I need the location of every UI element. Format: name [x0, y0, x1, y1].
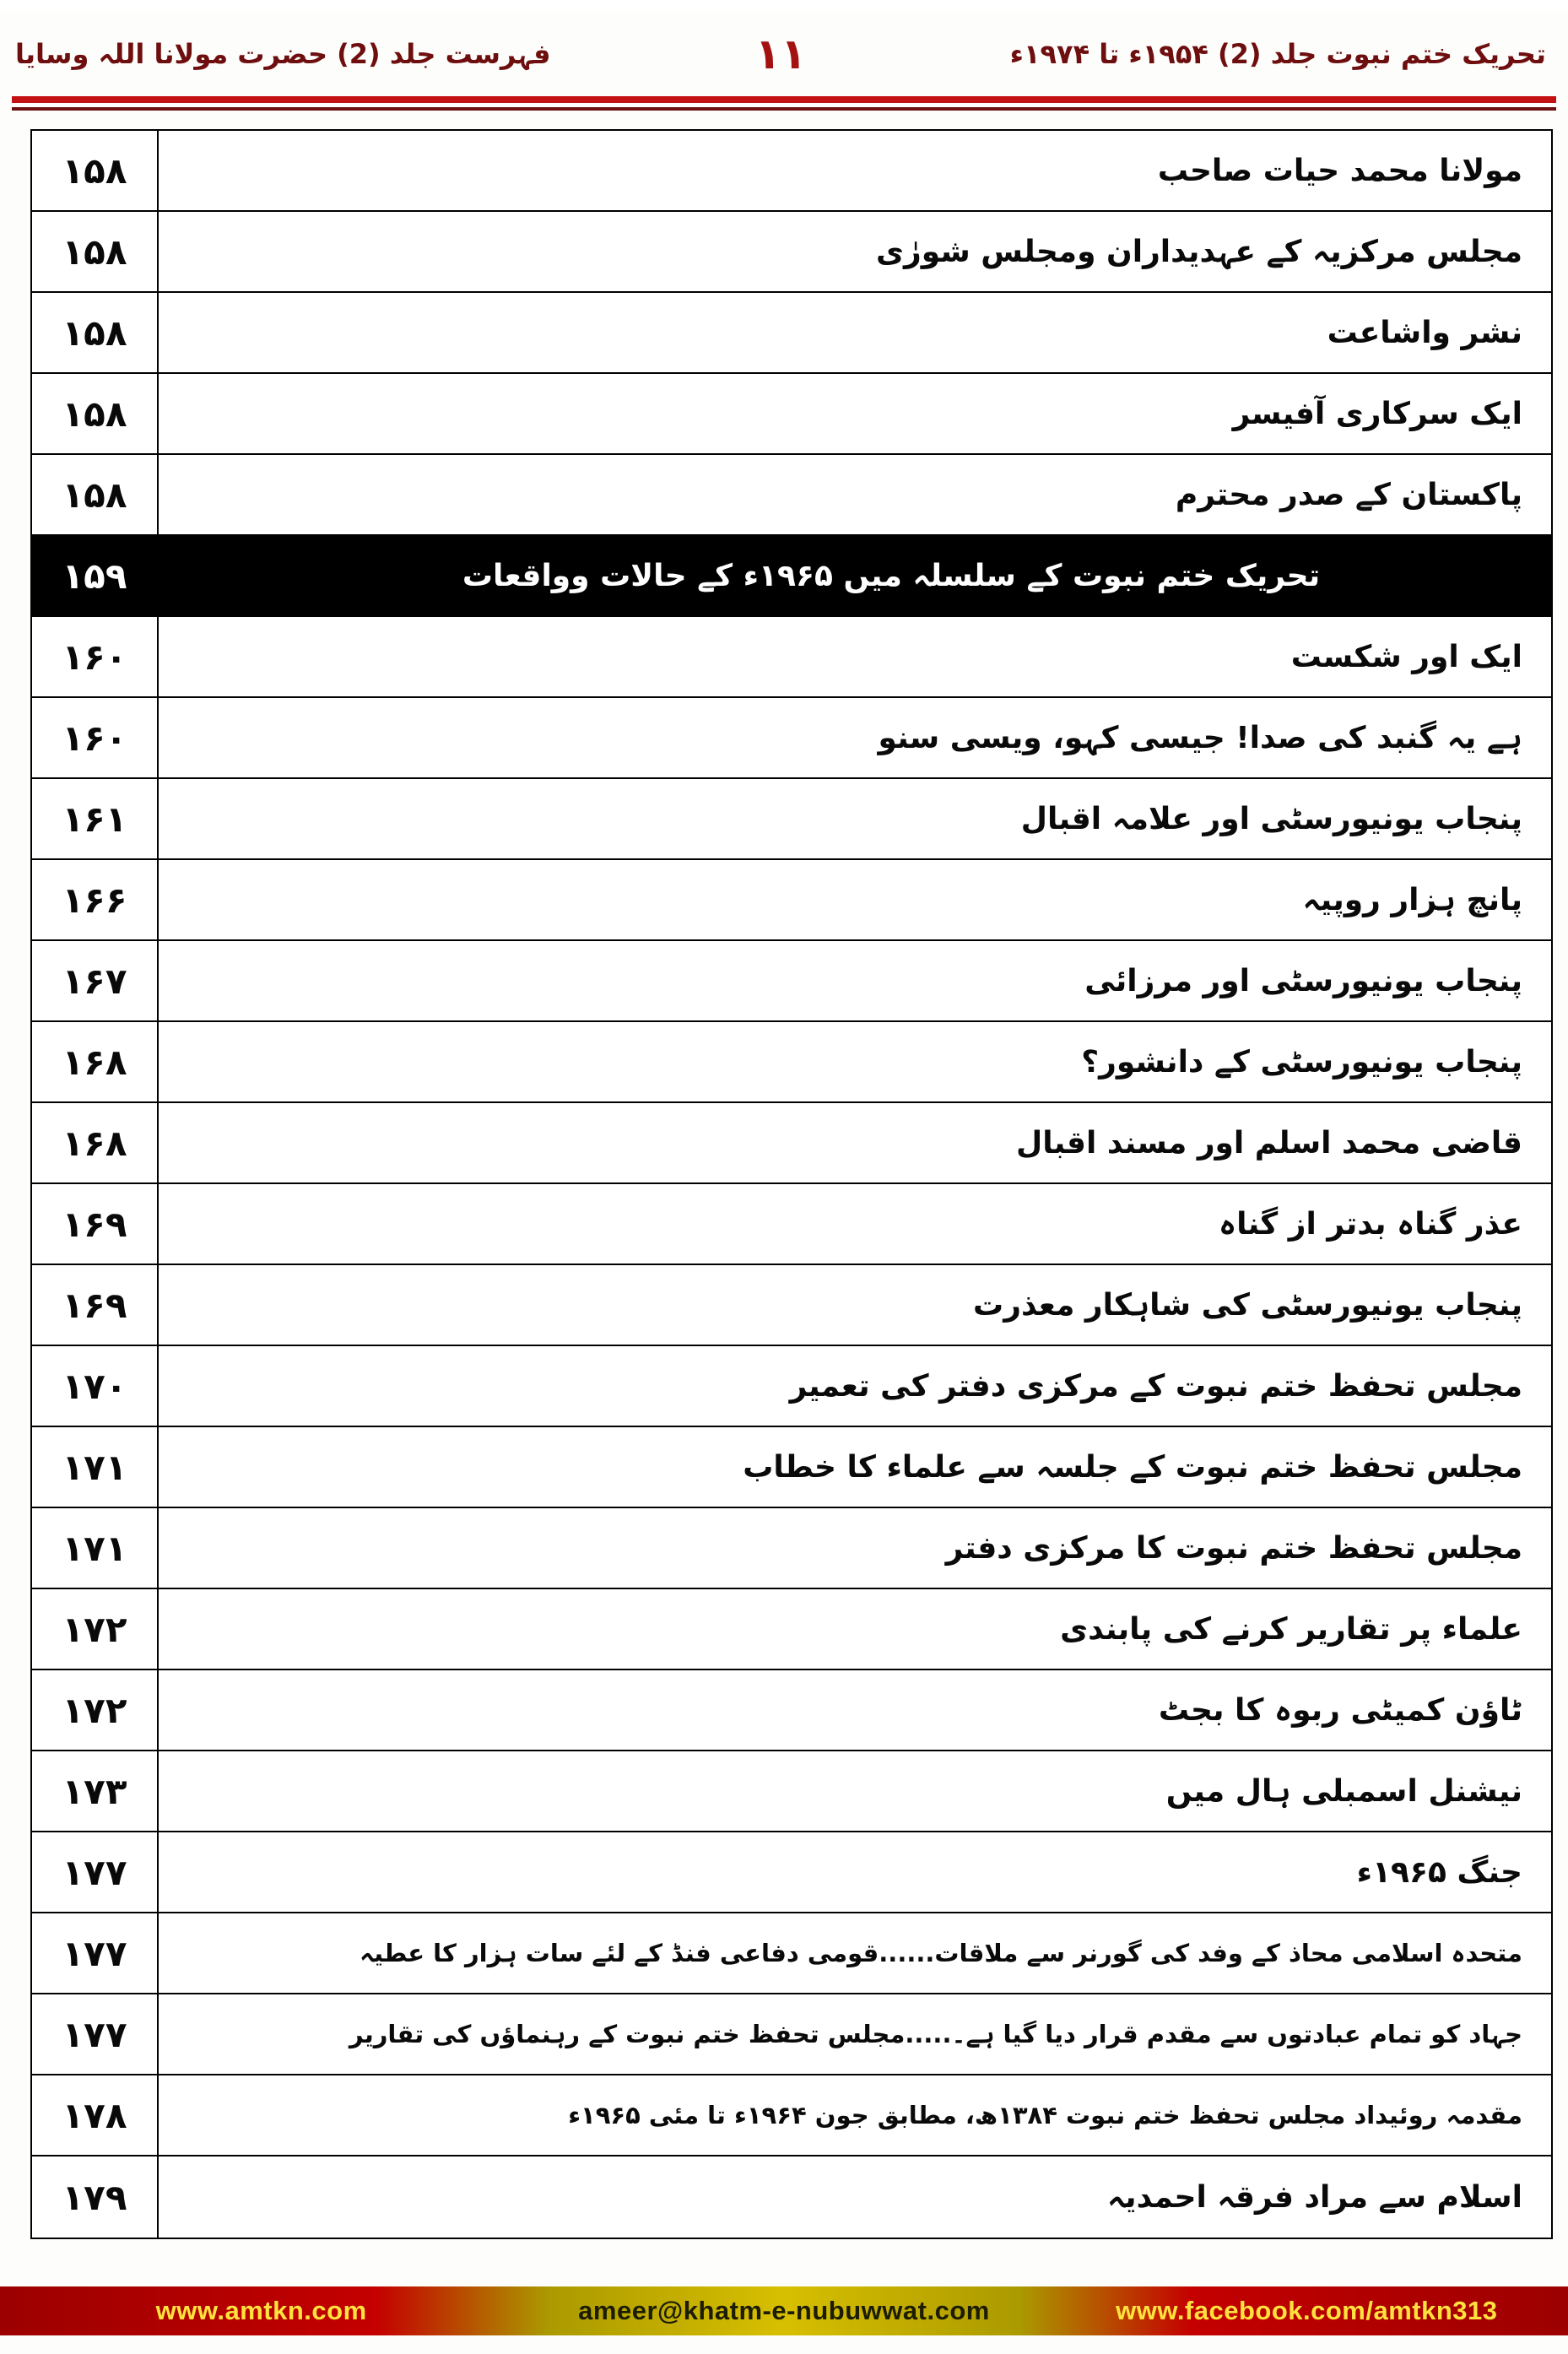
toc-entry-title: مجلس تحفظ ختم نبوت کے جلسہ سے علماء کا خطاب [743, 1449, 1522, 1485]
toc-entry-title: ٹاؤن کمیٹی ربوہ کا بجٹ [1158, 1692, 1522, 1728]
toc-row [32, 1508, 1551, 1589]
toc-page-number: ۱۵۸ [32, 131, 159, 210]
toc-page-number: ۱۵۸ [32, 455, 159, 534]
toc-entry-title: علماء پر تقاریر کرنے کی پابندی [1060, 1611, 1522, 1647]
toc-page-number: ۱۷۹ [32, 2156, 159, 2238]
toc-page-number: ۱۶۱ [32, 779, 159, 858]
toc-entry-title: مجلس تحفظ ختم نبوت کا مرکزی دفتر [945, 1530, 1522, 1566]
toc-page-number: ۱۵۸ [32, 374, 159, 453]
table-of-contents [30, 129, 1553, 2239]
toc-entry-title: پنجاب یونیورسٹی کے دانشور؟ [1081, 1044, 1522, 1080]
toc-page-number: ۱۶۹ [32, 1184, 159, 1264]
toc-row [32, 1589, 1551, 1670]
toc-entry-title: ایک اور شکست [1290, 639, 1522, 674]
toc-page-number: ۱۷۳ [32, 1751, 159, 1831]
toc-entry-title: پنجاب یونیورسٹی اور مرزائی [1084, 963, 1522, 998]
toc-row [32, 131, 1551, 212]
toc-entry-title: مجلس تحفظ ختم نبوت کے مرکزی دفتر کی تعمیر [789, 1368, 1522, 1404]
toc-entry-title: مجلس مرکزیہ کے عہدیداران ومجلس شورٰی [876, 234, 1522, 269]
toc-entry-title: پنجاب یونیورسٹی کی شاہکار معذرت [973, 1287, 1522, 1323]
toc-page-number: ۱۶۷ [32, 941, 159, 1020]
toc-page-number: ۱۶۸ [32, 1103, 159, 1182]
header-book-title: تحریک ختم نبوت جلد (2) ۱۹۵۴ء تا ۱۹۷۴ء [1009, 38, 1546, 70]
toc-entry-title: پانچ ہزار روپیہ [1302, 882, 1522, 917]
toc-entry-title: نشر واشاعت [1327, 315, 1522, 350]
toc-row [32, 1427, 1551, 1508]
toc-page-number: ۱۷۸ [32, 2075, 159, 2155]
rule-dark-line [12, 107, 1556, 111]
header-page-number: ۱۱ [754, 30, 807, 78]
toc-row [32, 1022, 1551, 1103]
toc-page-number: ۱۶۰ [32, 617, 159, 696]
toc-row [32, 536, 1551, 617]
toc-entry-title: مقدمہ روئیداد مجلس تحفظ ختم نبوت ۱۳۸۴ھ، مطابق جون ۱۹۶۴ء تا مئی ۱۹۶۵ء [568, 2101, 1522, 2129]
toc-row [32, 2075, 1551, 2156]
rule-red-line [12, 96, 1556, 103]
toc-row [32, 1265, 1551, 1346]
toc-page-number: ۱۶۶ [32, 860, 159, 939]
toc-entry-title: تحریک ختم نبوت کے سلسلہ میں ۱۹۶۵ء کے حالات وواقعات [462, 558, 1321, 593]
toc-entry-title: پاکستان کے صدر محترم [1175, 477, 1522, 512]
toc-row [32, 2156, 1551, 2238]
header-contents-label: فہرست جلد (2) حضرت مولانا اللہ وسایا [15, 38, 551, 70]
toc-row [32, 374, 1551, 455]
toc-entry-title: متحدہ اسلامی محاذ کے وفد کی گورنر سے ملاقات......قومی دفاعی فنڈ کے لئے سات ہزار کا عطیہ [360, 1939, 1522, 1967]
toc-row [32, 617, 1551, 698]
footer-website-link[interactable]: www.amtkn.com [155, 2296, 367, 2325]
toc-row [32, 860, 1551, 941]
toc-row [32, 1832, 1551, 1913]
toc-row [32, 293, 1551, 374]
toc-page-number: ۱۷۱ [32, 1508, 159, 1588]
toc-page-number: ۱۵۸ [32, 293, 159, 372]
toc-page-number: ۱۶۰ [32, 698, 159, 777]
toc-entry-title: مولانا محمد حیات صاحب [1157, 153, 1522, 188]
toc-page-number: ۱۷۰ [32, 1346, 159, 1426]
toc-page-number: ۱۷۲ [32, 1589, 159, 1669]
toc-entry-title: اسلام سے مراد فرقہ احمدیہ [1106, 2179, 1522, 2215]
toc-entry-title: پنجاب یونیورسٹی اور علامہ اقبال [1020, 801, 1522, 836]
toc-row [32, 212, 1551, 293]
toc-row [32, 698, 1551, 779]
toc-page-number: ۱۵۸ [32, 212, 159, 291]
toc-row [32, 779, 1551, 860]
toc-entry-title: ایک سرکاری آفیسر [1232, 396, 1522, 431]
header-divider-rule [12, 96, 1556, 111]
toc-row [32, 1670, 1551, 1751]
toc-page-number: ۱۷۷ [32, 1913, 159, 1993]
book-page [0, 12, 1568, 2354]
toc-page-number: ۱۷۲ [32, 1670, 159, 1750]
toc-entry-title: جنگ ۱۹۶۵ء [1356, 1854, 1522, 1890]
toc-page-number: ۱۷۱ [32, 1427, 159, 1507]
toc-row [32, 1994, 1551, 2075]
toc-entry-title: عذر گناہ بدتر از گناہ [1218, 1206, 1522, 1242]
page-footer [0, 2286, 1568, 2335]
footer-email-link[interactable]: ameer@khatm-e-nubuwwat.com [578, 2296, 990, 2325]
toc-row [32, 941, 1551, 1022]
toc-entry-title: قاضی محمد اسلم اور مسند اقبال [1015, 1125, 1522, 1161]
toc-row [32, 1751, 1551, 1832]
toc-row [32, 1103, 1551, 1184]
toc-row [32, 1184, 1551, 1265]
toc-entry-title: نیشنل اسمبلی ہال میں [1165, 1773, 1522, 1809]
toc-page-number: ۱۶۸ [32, 1022, 159, 1101]
toc-entry-title: جہاد کو تمام عبادتوں سے مقدم قرار دیا گیا ہے۔.....مجلس تحفظ ختم نبوت کے رہنماؤں کی تقاریر [349, 2020, 1522, 2048]
toc-row [32, 1913, 1551, 1994]
toc-page-number: ۱۷۷ [32, 1994, 159, 2074]
toc-page-number: ۱۶۹ [32, 1265, 159, 1345]
page-header [0, 12, 1568, 96]
toc-page-number: ۱۵۹ [32, 536, 159, 615]
toc-row [32, 1346, 1551, 1427]
toc-row [32, 455, 1551, 536]
footer-facebook-link[interactable]: www.facebook.com/amtkn313 [1116, 2296, 1498, 2325]
toc-page-number: ۱۷۷ [32, 1832, 159, 1912]
toc-entry-title: ہے یہ گنبد کی صدا! جیسی کہو، ویسی سنو [878, 720, 1522, 755]
